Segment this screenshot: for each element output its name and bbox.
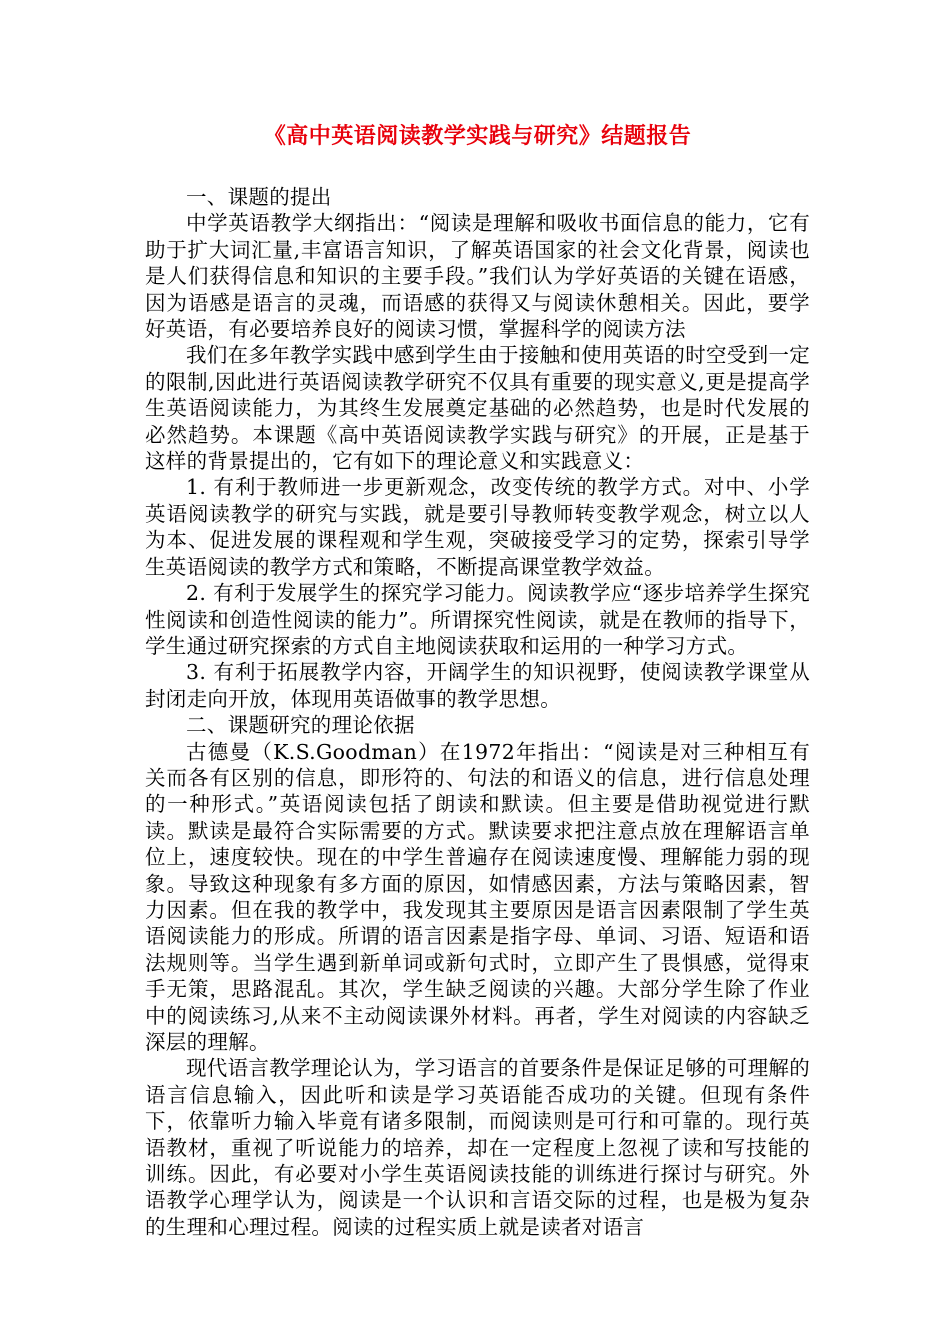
body-paragraph: 我们在多年教学实践中感到学生由于接触和使用英语的时空受到一定的限制,因此进行英语阅读教学研究不仅具有重要的现实意义,更是提高学生英语阅读能力，为其终生发展奠定基础的必然趋势，也是时代发展的必然趋势。本课题《高中英语阅读教学实践与研究》的开展，正是基于这样的背景提出的，它有如下的理论意义和实践意义： xyxy=(145,343,810,474)
body-paragraph: 古德曼（K.S.Goodman）在1972年指出：“阅读是对三种相互有关而各有区别的信息，即形符的、句法的和语义的信息，进行信息处理的一种形式。”英语阅读包括了朗读和默读。但主要是借助视觉进行默读。默读是最符合实际需要的方式。默读要求把注意点放在理解语言单位上，速度较快。现在的中学生普遍存在阅读速度慢、理解能力弱的现象。导致这种现象有多方面的原因，如情感因素，方法与策略因素，智力因素。但在我的教学中，我发现其主要原因是语言因素限制了学生英语阅读能力的形成。所谓的语言因素是指字母、单词、习语、短语和语法规则等。当学生遇到新单词或新句式时，立即产生了畏惧感，觉得束手无策，思路混乱。其次，学生缺乏阅读的兴趣。大部分学生除了作业中的阅读练习,从来不主动阅读课外材料。再者，学生对阅读的内容缺乏深层的理解。 xyxy=(145,739,810,1054)
list-item-1: 1. 有利于教师进一步更新观念，改变传统的教学方式。对中、小学英语阅读教学的研究与实践，就是要引导教师转变教学观念，树立以人为本、促进发展的课程观和学生观，突破接受学习的定势，探索引导学生英语阅读的教学方式和策略，不断提高课堂教学效益。 xyxy=(145,475,810,579)
document-page xyxy=(145,118,810,1240)
list-item-3: 3. 有利于拓展教学内容，开阔学生的知识视野，使阅读教学课堂从封闭走向开放，体现用英语做事的教学思想。 xyxy=(145,660,810,711)
document-title: 《高中英语阅读教学实践与研究》结题报告 xyxy=(263,123,692,149)
body-paragraph: 中学英语教学大纲指出：“阅读是理解和吸收书面信息的能力，它有助于扩大词汇量,丰富语言知识，了解英语国家的社会文化背景，阅读也是人们获得信息和知识的主要手段。”我们认为学好英语的关键在语感，因为语感是语言的灵魂，而语感的获得又与阅读休憩相关。因此，要学好英语，有必要培养良好的阅读习惯，掌握科学的阅读方法 xyxy=(145,211,810,342)
list-item-2: 2. 有利于发展学生的探究学习能力。阅读教学应“逐步培养学生探究性阅读和创造性阅读的能力”。所谓探究性阅读，就是在教师的指导下，学生通过研究探索的方式自主地阅读获取和运用的一种学习方式。 xyxy=(145,581,810,658)
body-paragraph: 现代语言教学理论认为，学习语言的首要条件是保证足够的可理解的语言信息输入，因此听和读是学习英语能否成功的关键。但现有条件下，依靠听力输入毕竟有诸多限制，而阅读则是可行和可靠的。现行英语教材，重视了听说能力的培养，却在一定程度上忽视了读和写技能的训练。因此，有必要对小学生英语阅读技能的训练进行探讨与研究。外语教学心理学认为，阅读是一个认识和言语交际的过程，也是极为复杂的生理和心理过程。阅读的过程实质上就是读者对语言 xyxy=(145,1056,810,1239)
section-heading-1: 一、课题的提出 xyxy=(186,185,332,209)
section-heading-2: 二、课题研究的理论依据 xyxy=(186,713,415,738)
